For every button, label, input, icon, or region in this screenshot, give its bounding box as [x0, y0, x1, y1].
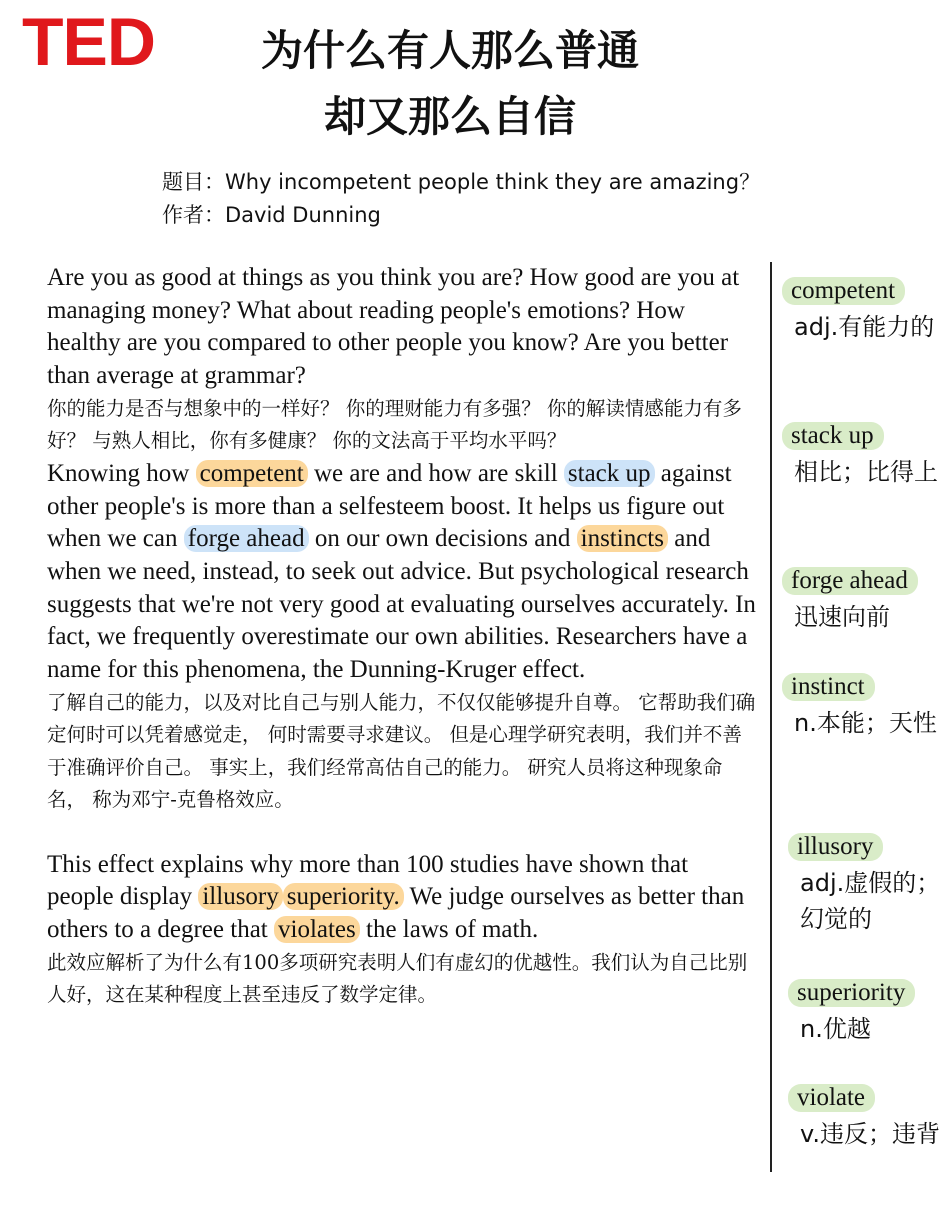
vocab-term: stack up	[782, 422, 884, 450]
vocab-term: competent	[782, 277, 905, 305]
vocab-term: instinct	[782, 673, 875, 701]
text-run: the laws of math.	[366, 916, 539, 944]
article-body	[47, 262, 759, 1012]
vocab-definition: adj.虚假的；幻觉的	[800, 869, 941, 933]
text-run: we are and how are skill	[314, 459, 558, 487]
vocab-item-illusory	[788, 833, 948, 937]
vocab-definition: 相比；比得上	[794, 458, 938, 486]
vocab-term: illusory	[788, 833, 883, 861]
paragraph-1-chinese: 你的能力是否与想象中的一样好？ 你的理财能力有多强？ 你的解读情感能力有多好？ 与熟人相比，你有多健康？ 你的文法高于平均水平吗？	[47, 396, 742, 453]
vocab-definition: 迅速向前	[794, 603, 890, 631]
highlight-stack-up: stack up	[564, 460, 655, 487]
vertical-divider	[770, 262, 772, 1172]
paragraph-2-chinese: 了解自己的能力，以及对比自己与别人能力，不仅仅能够提升自尊。 它帮助我们确定何时可以凭着感觉走， 何时需要寻求建议。 但是心理学研究表明，我们并不善于准确评价自己。 事实上，我们经常高估自己的能力。 研究人员将这种现象命名， 称为邓宁-克鲁格效应。	[47, 690, 756, 812]
page-title-line-1: 为什么有人那么普通	[260, 26, 639, 75]
page-title-line-2: 却又那么自信	[323, 92, 576, 141]
ted-logo: TED	[22, 4, 155, 80]
vocab-definition: adj.有能力的	[794, 313, 935, 341]
paragraph-spacer	[47, 817, 759, 849]
vocab-term: violate	[788, 1084, 875, 1112]
highlight-instincts: instincts	[577, 525, 668, 552]
text-run: Knowing how	[47, 459, 190, 487]
vocab-item-instinct	[782, 673, 947, 741]
text-run: We judge ourselves as better than others to a degree that	[47, 883, 745, 944]
talk-topic: 题目：Why incompetent people think they are amazing？	[162, 170, 761, 194]
vocab-definition: n.优越	[800, 1015, 871, 1043]
paragraph-2-english	[47, 458, 759, 687]
vocab-term: forge ahead	[782, 567, 918, 595]
text-run: This effect explains why more than 100 studies have shown that people display	[47, 850, 689, 911]
vocab-item-violate	[788, 1084, 948, 1152]
text-run: on our own decisions and	[314, 525, 571, 553]
vocab-item-forge-ahead	[782, 567, 947, 635]
vocab-item-competent	[782, 277, 947, 345]
highlight-illusory: illusory	[198, 883, 282, 910]
highlight-superiority: superiority.	[283, 883, 404, 910]
vocab-definition: v.违反；违背	[800, 1120, 940, 1148]
highlight-forge-ahead: forge ahead	[184, 525, 309, 552]
paragraph-1-english: Are you as good at things as you think you are? How good are you at managing money? What about reading people's emotions? How healthy are you compared to other people you know? Are you better than average at grammar?	[47, 264, 740, 390]
paragraph-3-chinese: 此效应解析了为什么有100多项研究表明人们有虚幻的优越性。我们认为自己比别人好，这在某种程度上甚至违反了数学定律。	[47, 950, 748, 1007]
highlight-violates: violates	[274, 916, 360, 943]
vocab-term: superiority	[788, 979, 915, 1007]
vocab-item-superiority	[788, 979, 948, 1047]
paragraph-3-english	[47, 849, 759, 947]
talk-author: 作者：David Dunning	[162, 203, 381, 227]
vocab-item-stack-up	[782, 422, 947, 490]
text-run: against other people's is more than a selfesteem boost. It helps us figure out when we can	[47, 459, 732, 553]
vocab-definition: n.本能；天性	[794, 709, 937, 737]
text-run: and when we need, instead, to seek out advice. But psychological research suggests that we're not very good at evaluating ourselves accurately. In fact, we frequently overestimate our own abilities. Researchers have a name for this phenomena, the Dunning-Kruger effect.	[47, 525, 756, 684]
highlight-competent: competent	[196, 460, 308, 487]
